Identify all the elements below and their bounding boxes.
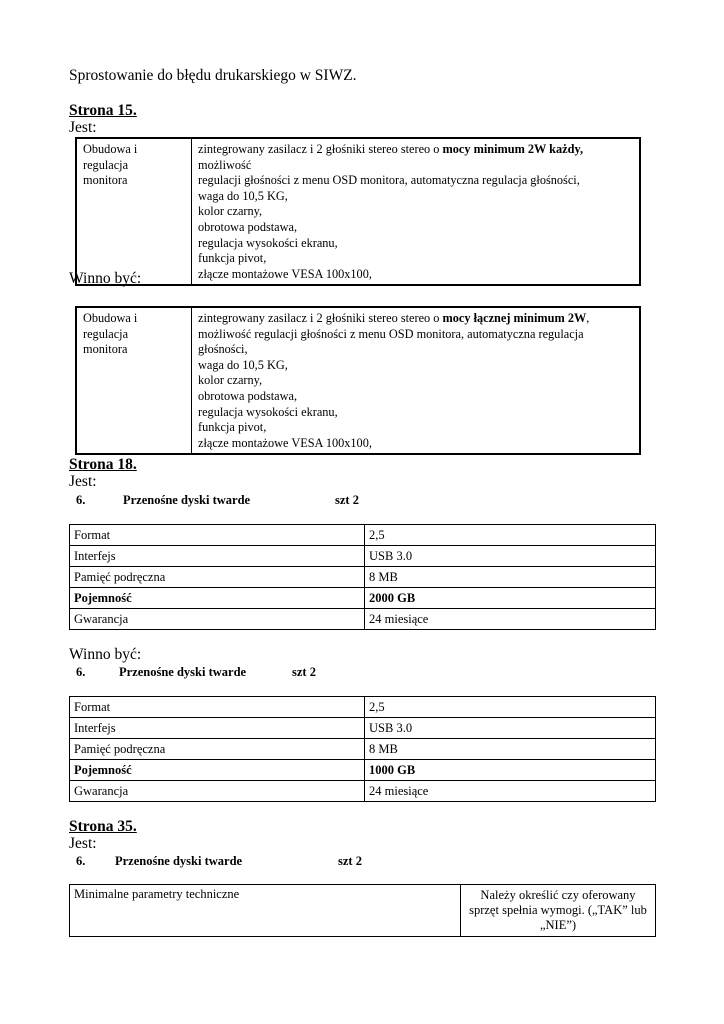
table-row: Pojemność 1000 GB xyxy=(70,760,656,781)
item-number: 6. xyxy=(76,493,86,507)
spec-line: obrotowa podstawa, xyxy=(198,388,298,403)
heading-strona-35: Strona 35. xyxy=(69,818,137,835)
label-jest-35: Jest: xyxy=(69,835,97,852)
spec-left-line: Obudowa i xyxy=(83,142,138,156)
params-table-jest-18 xyxy=(69,524,656,630)
item-name: Przenośne dyski twarde xyxy=(123,493,251,507)
item-name: Przenośne dyski twarde xyxy=(115,854,243,868)
heading-strona-15: Strona 15. xyxy=(69,102,137,119)
spec-line: możliwość regulacji głośności z menu OSD monitora, automatyczna regulacja głośności, xyxy=(198,326,584,357)
table-row: Pamięć podręczna 8 MB xyxy=(70,567,656,588)
spec-line: regulacja wysokości ekranu, xyxy=(198,235,338,250)
spec-left-line: Obudowa i xyxy=(83,311,138,325)
table-row: Pamięć podręczna 8 MB xyxy=(70,739,656,760)
spec-right-cell xyxy=(192,307,641,454)
item-name: Przenośne dyski twarde xyxy=(119,665,247,679)
label-winno-18: Winno być: xyxy=(69,646,142,663)
item-number: 6. xyxy=(76,665,86,679)
spec-line: kolor czarny, xyxy=(198,373,263,388)
item-quantity: szt 2 xyxy=(338,854,362,868)
table-row: Gwarancja 24 miesiące xyxy=(70,609,656,630)
spec-left-line: monitora xyxy=(83,173,128,188)
item-number: 6. xyxy=(76,854,86,868)
table-row: Format 2,5 xyxy=(70,697,656,718)
spec-left-line: regulacja xyxy=(83,326,129,341)
spec-table-jest-15 xyxy=(75,137,641,286)
spec-line: regulacja wysokości ekranu, xyxy=(198,404,338,419)
item-quantity: szt 2 xyxy=(335,493,359,507)
spec-table-winno-15 xyxy=(75,306,641,455)
spec-line: funkcja pivot, xyxy=(198,251,267,266)
table-row: Interfejs USB 3.0 xyxy=(70,718,656,739)
heading-strona-18: Strona 18. xyxy=(69,456,137,473)
spec-line: kolor czarny, xyxy=(198,204,263,219)
compliance-header-cell: Należy określić czy oferowany sprzęt spełnia wymogi. („TAK” lub „NIE”) xyxy=(461,885,656,937)
table-row: Interfejs USB 3.0 xyxy=(70,546,656,567)
spec-left-line: monitora xyxy=(83,342,128,357)
params-header-cell: Minimalne parametry techniczne xyxy=(70,885,461,937)
spec-left-line: regulacja xyxy=(83,157,129,172)
label-jest-15: Jest: xyxy=(69,119,97,136)
spec-line: regulacji głośności z menu OSD monitora, automatyczna regulacja głośności, xyxy=(198,173,580,188)
spec-line: złącze montażowe VESA 100x100, xyxy=(198,435,372,450)
table-row: Pojemność 2000 GB xyxy=(70,588,656,609)
params-table-winno-18 xyxy=(69,696,656,802)
requirements-table-35 xyxy=(69,884,656,937)
item-quantity: szt 2 xyxy=(292,665,316,679)
spec-right-cell xyxy=(192,138,641,285)
table-row: Format 2,5 xyxy=(70,525,656,546)
spec-line: złącze montażowe VESA 100x100, xyxy=(198,266,372,281)
table-row xyxy=(70,885,656,937)
label-winno-15: Winno być: xyxy=(69,270,142,287)
spec-line: waga do 10,5 KG, xyxy=(198,357,288,372)
document-intro: Sprostowanie do błędu drukarskiego w SIWZ. xyxy=(69,67,357,84)
spec-line: obrotowa podstawa, xyxy=(198,219,298,234)
table-row: Gwarancja 24 miesiące xyxy=(70,781,656,802)
label-jest-18: Jest: xyxy=(69,473,97,490)
spec-line-1: zintegrowany zasilacz i 2 głośniki stereo stereo o mocy łącznej minimum 2W, xyxy=(198,311,590,325)
spec-line: waga do 10,5 KG, xyxy=(198,188,288,203)
spec-left-cell xyxy=(76,138,192,285)
spec-line: funkcja pivot, xyxy=(198,420,267,435)
spec-left-cell xyxy=(76,307,192,454)
spec-line-1: zintegrowany zasilacz i 2 głośniki stereo stereo o mocy minimum 2W każdy, możliwość xyxy=(198,142,584,172)
